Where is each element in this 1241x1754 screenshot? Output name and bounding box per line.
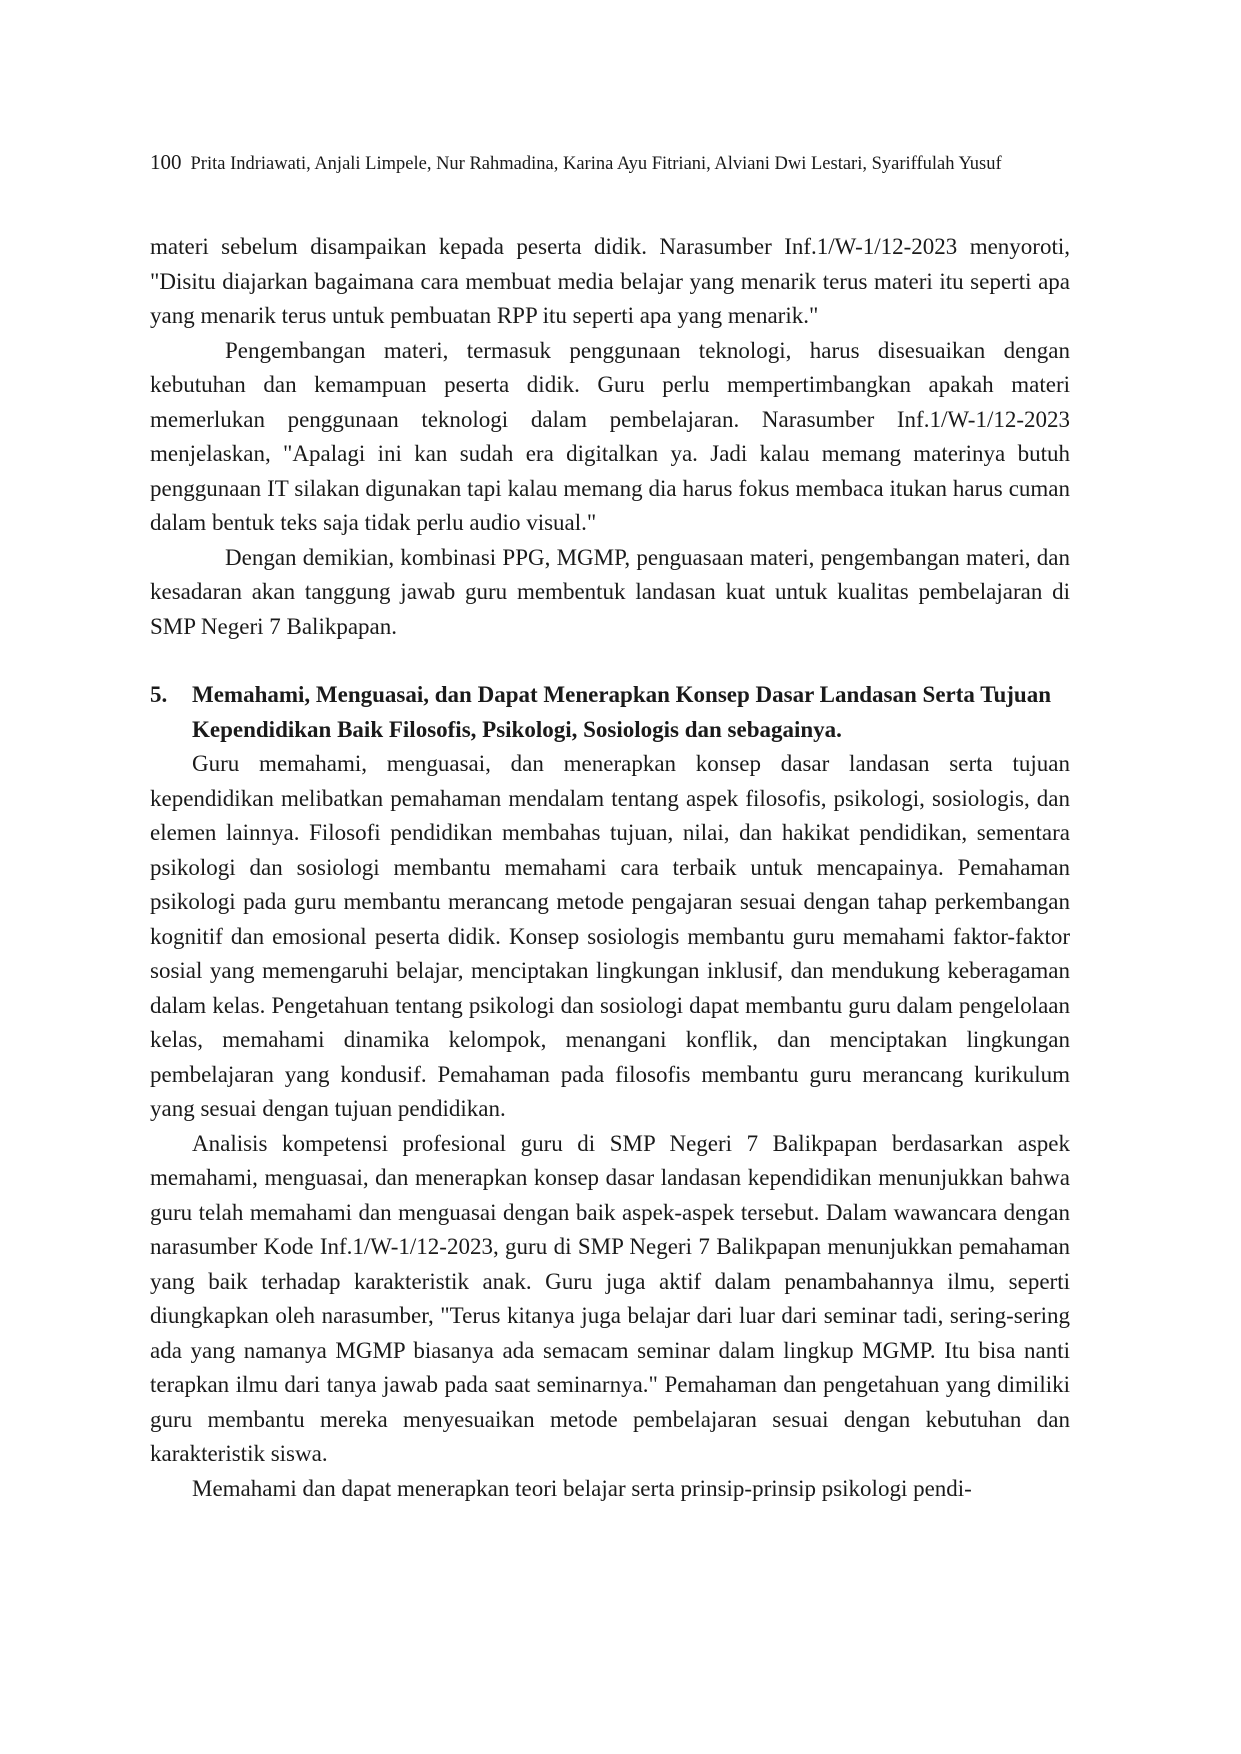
author-list: Prita Indriawati, Anjali Limpele, Nur Rahmadina, Karina Ayu Fitriani, Alviani Dwi Lestari, Syariffulah Yusuf (190, 154, 1002, 174)
book-page (150, 0, 1070, 1754)
paragraph-materials-development: Pengembangan materi, termasuk penggunaan teknologi, harus disesuaikan dengan kebutuhan dan kemampuan peserta didik. Guru perlu mempertimbangkan apakah materi memerlukan penggunaan teknologi dalam pembelajaran. Narasumber Inf.1/W-1/12-2023 menjelaskan, "Apalagi ini kan sudah era digitalkan ya. Jadi kalau memang materinya butuh penggunaan IT silakan digunakan tapi kalau memang dia harus fokus membaca itukan harus cuman dalam bentuk teks saja tidak perlu audio visual." (150, 337, 1070, 535)
paragraph-analysis: Analisis kompetensi profesional guru di SMP Negeri 7 Balikpapan berdasarkan aspek memahami, menguasai, dan menerapkan konsep dasar landasan kependidikan menunjukkan bahwa guru telah memahami dan menguasai dengan baik aspek-aspek tersebut. Dalam wawancara dengan narasumber Kode Inf.1/W-1/12-2023, guru di SMP Negeri 7 Balikpapan menunjukkan pemahaman yang baik terhadap karakteristik anak. Guru juga aktif dalam penambahannya ilmu, seperti diungkapkan oleh narasumber, "Terus kitanya juga belajar dari luar dari seminar tadi, sering-sering ada yang namanya MGMP biasanya ada semacam seminar dalam lingkup MGMP. Itu bisa nanti terapkan ilmu dari tanya jawab pada saat seminarnya." Pemahaman dan pengetahuan yang dimiliki guru membantu mereka menyesuaikan metode pembelajaran sesuai dengan kebutuhan dan karakteristik siswa. (150, 1130, 1070, 1466)
section-number: 5. (150, 682, 168, 707)
section-heading (150, 678, 1070, 747)
page-number: 100 (150, 150, 182, 174)
paragraph-conclusion: Dengan demikian, kombinasi PPG, MGMP, penguasaan materi, pengembangan materi, dan kesadaran akan tanggung jawab guru membentuk landasan kuat untuk kualitas pembelajaran di SMP Negeri 7 Balikpapan. (150, 544, 1070, 639)
paragraph-continued: materi sebelum disampaikan kepada peserta didik. Narasumber Inf.1/W-1/12-2023 menyoroti, "Disitu diajarkan bagaimana cara membuat media belajar yang menarik terus materi itu seperti apa yang menarik terus untuk pembuatan RPP itu seperti apa yang menarik." (150, 234, 1070, 328)
section-title: Memahami, Menguasai, dan Dapat Menerapkan Konsep Dasar Landasan Serta Tujuan Kependidikan Baik Filosofis, Psikologi, Sosiologis dan sebagainya. (192, 682, 1052, 742)
running-header (150, 150, 1070, 175)
paragraph-learning-theory: Memahami dan dapat menerapkan teori belajar serta prinsip-prinsip psikologi pendi- (192, 1475, 972, 1501)
paragraph-foundations: Guru memahami, menguasai, dan menerapkan konsep dasar landasan serta tujuan kependidikan melibatkan pemahaman mendalam tentang aspek filosofis, psikologi, sosiologis, dan elemen lainnya. Filosofi pendidikan membahas tujuan, nilai, dan hakikat pendidikan, sementara psikologi dan sosiologi membantu memahami cara terbaik untuk mencapainya. Pemahaman psikologi pada guru membantu merancang metode pengajaran sesuai dengan tahap perkembangan kognitif dan emosional peserta didik. Konsep sosiologis membantu guru memahami faktor-faktor sosial yang memengaruhi belajar, menciptakan lingkungan inklusif, dan mendukung keberagaman dalam kelas. Pengetahuan tentang psikologi dan sosiologi dapat membantu guru dalam pengelolaan kelas, memahami dinamika kelompok, menangani konflik, dan menciptakan lingkungan pembelajaran yang kondusif. Pemahaman pada filosofis membantu guru merancang kurikulum yang sesuai dengan tujuan pendidikan. (150, 751, 1070, 1121)
body-text (150, 230, 1070, 1506)
